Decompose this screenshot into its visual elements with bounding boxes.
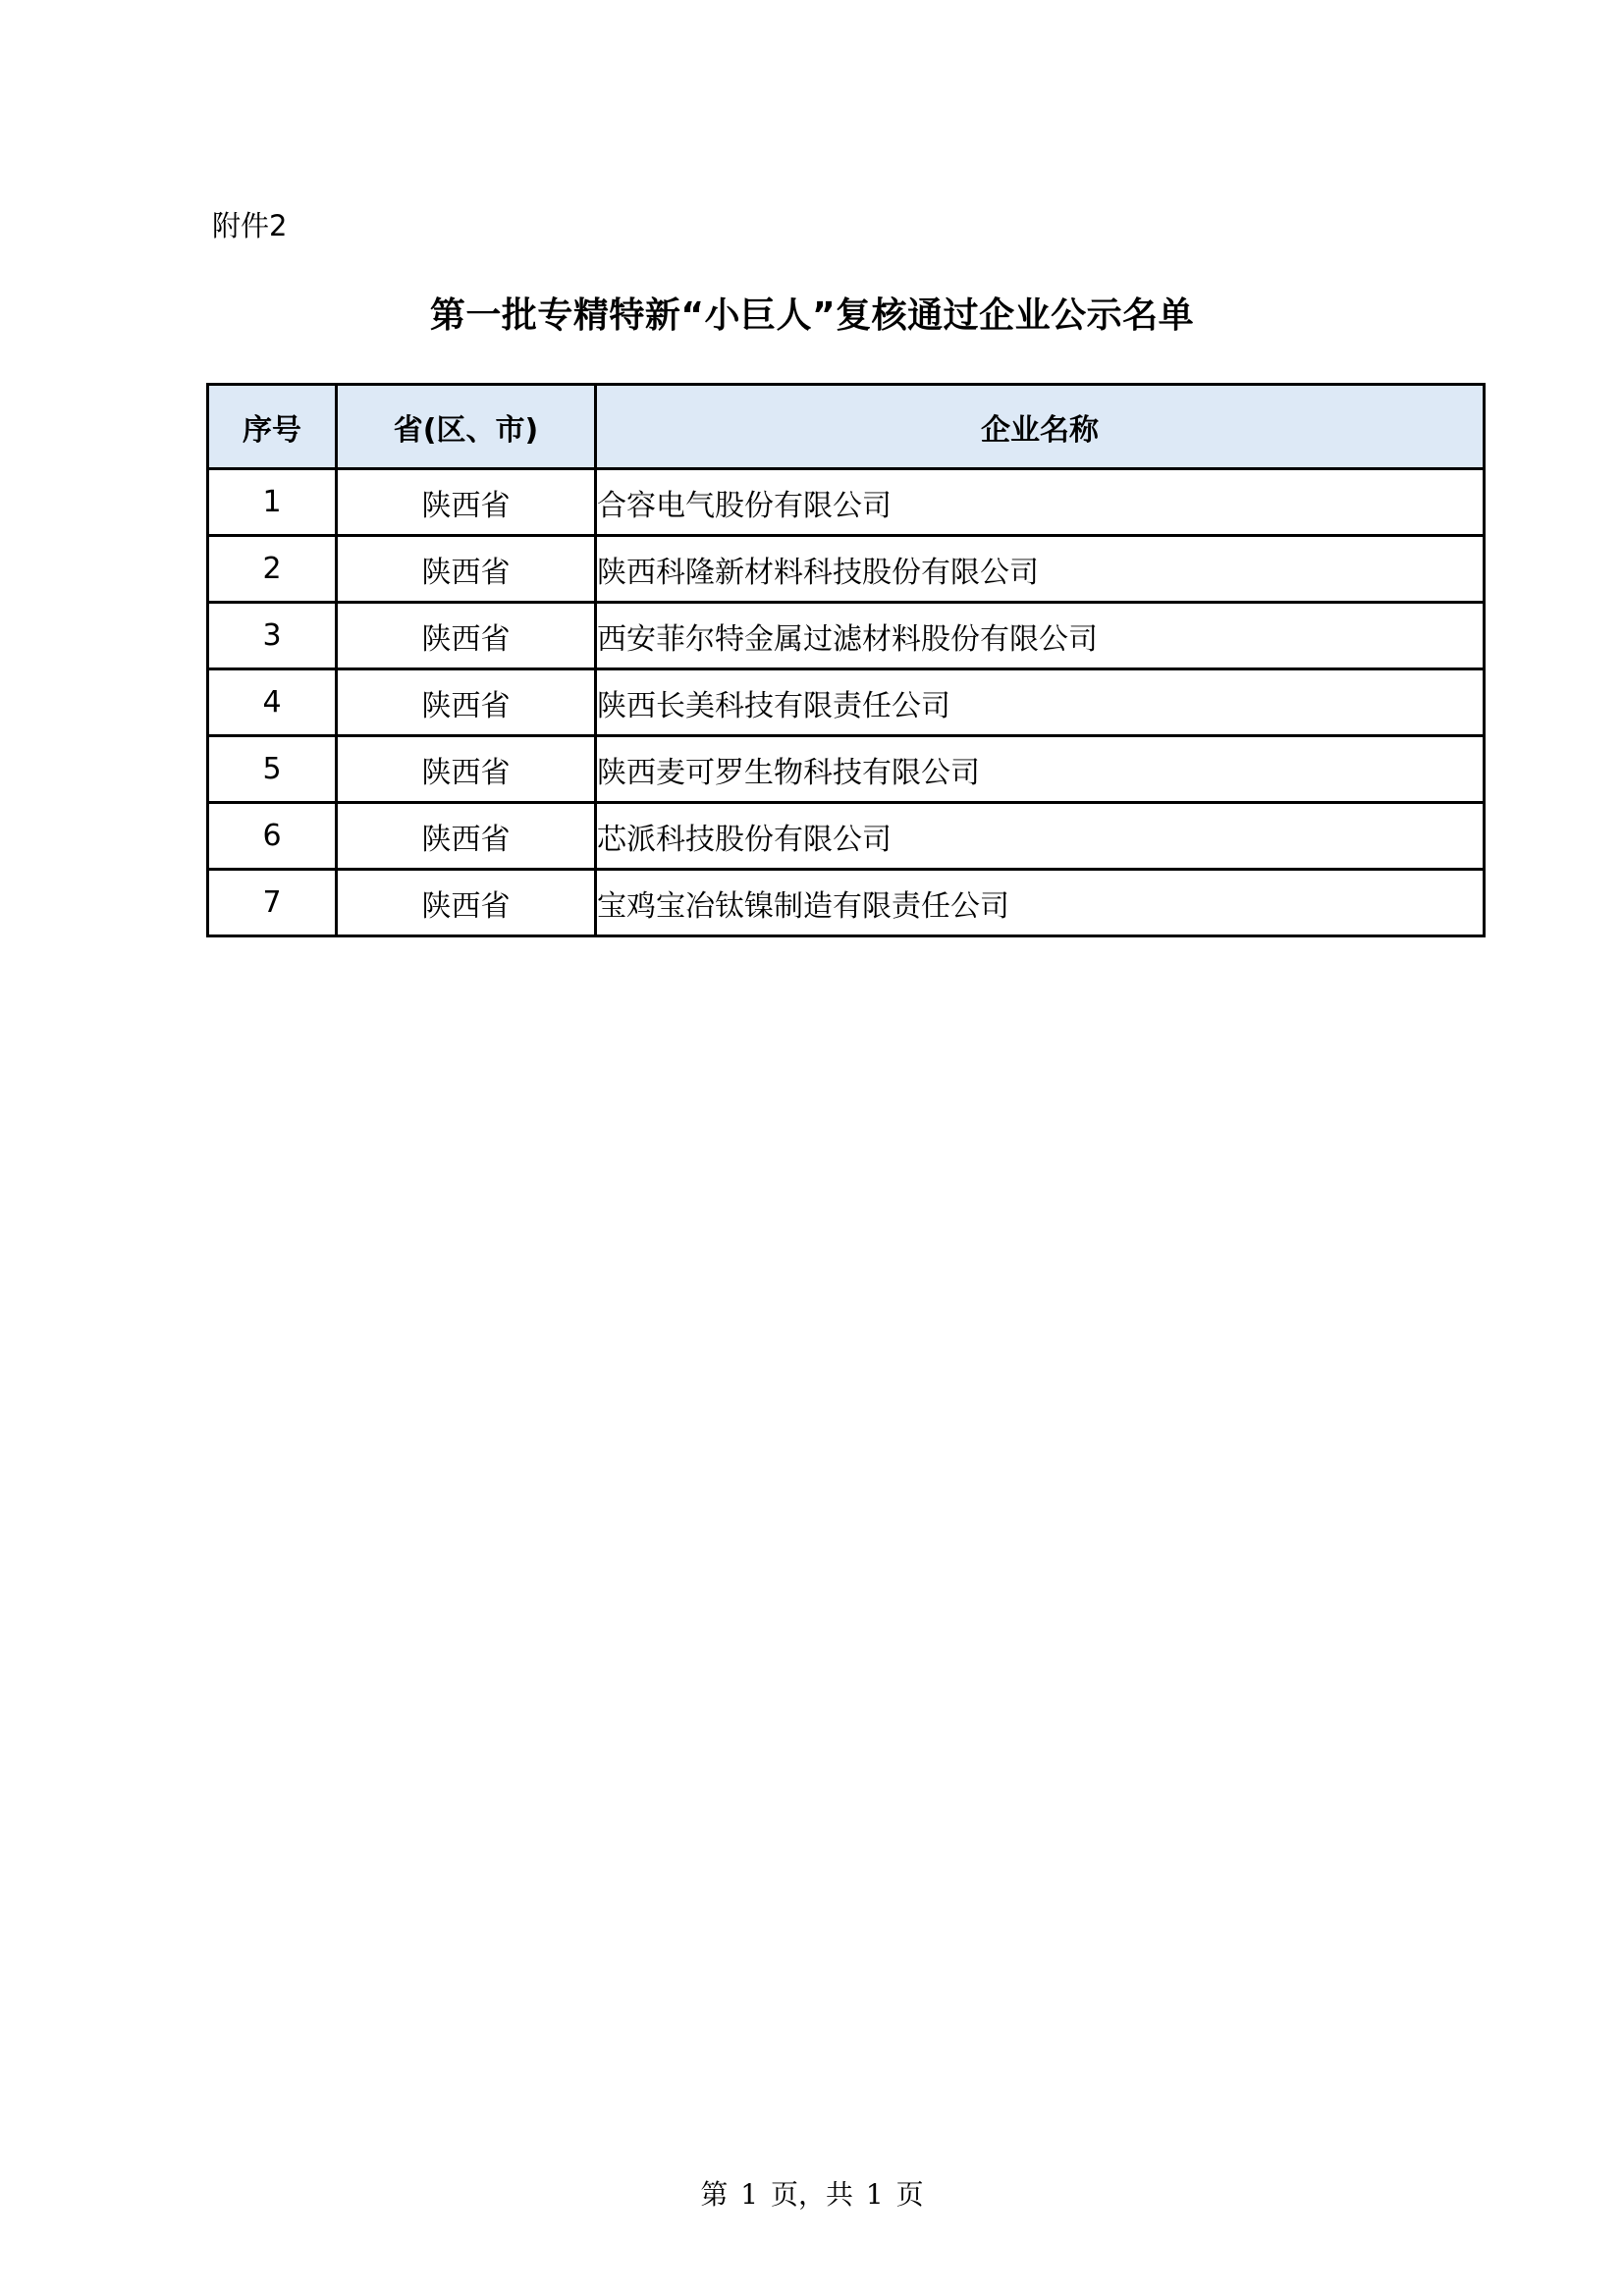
table-row [208, 669, 1485, 736]
row-company-name: 陕西麦可罗生物科技有限公司 [596, 736, 1485, 803]
row-number: 3 [208, 603, 337, 669]
row-province: 陕西省 [337, 803, 596, 870]
row-province: 陕西省 [337, 669, 596, 736]
document-title: 第一批专精特新“小巨人”复核通过企业公示名单 [429, 295, 1195, 336]
table-row [208, 803, 1485, 870]
row-number: 4 [208, 669, 337, 736]
row-company-name: 陕西科隆新材料科技股份有限公司 [596, 536, 1485, 603]
row-number: 6 [208, 803, 337, 870]
row-province: 陕西省 [337, 469, 596, 536]
row-province: 陕西省 [337, 536, 596, 603]
row-company-name: 宝鸡宝冶钛镍制造有限责任公司 [596, 870, 1485, 936]
row-province: 陕西省 [337, 870, 596, 936]
table-header-row [208, 385, 1485, 469]
row-province: 陕西省 [337, 603, 596, 669]
row-company-name: 芯派科技股份有限公司 [596, 803, 1485, 870]
row-number: 5 [208, 736, 337, 803]
column-header-number: 序号 [208, 385, 337, 469]
company-list-table [206, 383, 1486, 937]
table-row [208, 469, 1485, 536]
table-row [208, 870, 1485, 936]
page-footer: 第 1 页，共 1 页 [700, 2178, 924, 2211]
row-province: 陕西省 [337, 736, 596, 803]
row-number: 2 [208, 536, 337, 603]
row-company-name: 陕西长美科技有限责任公司 [596, 669, 1485, 736]
column-header-province: 省(区、市) [337, 385, 596, 469]
row-number: 7 [208, 870, 337, 936]
attachment-label: 附件2 [212, 209, 288, 242]
row-company-name: 西安菲尔特金属过滤材料股份有限公司 [596, 603, 1485, 669]
column-header-company: 企业名称 [596, 385, 1485, 469]
table-row [208, 536, 1485, 603]
row-number: 1 [208, 469, 337, 536]
table-row [208, 736, 1485, 803]
table-row [208, 603, 1485, 669]
row-company-name: 合容电气股份有限公司 [596, 469, 1485, 536]
